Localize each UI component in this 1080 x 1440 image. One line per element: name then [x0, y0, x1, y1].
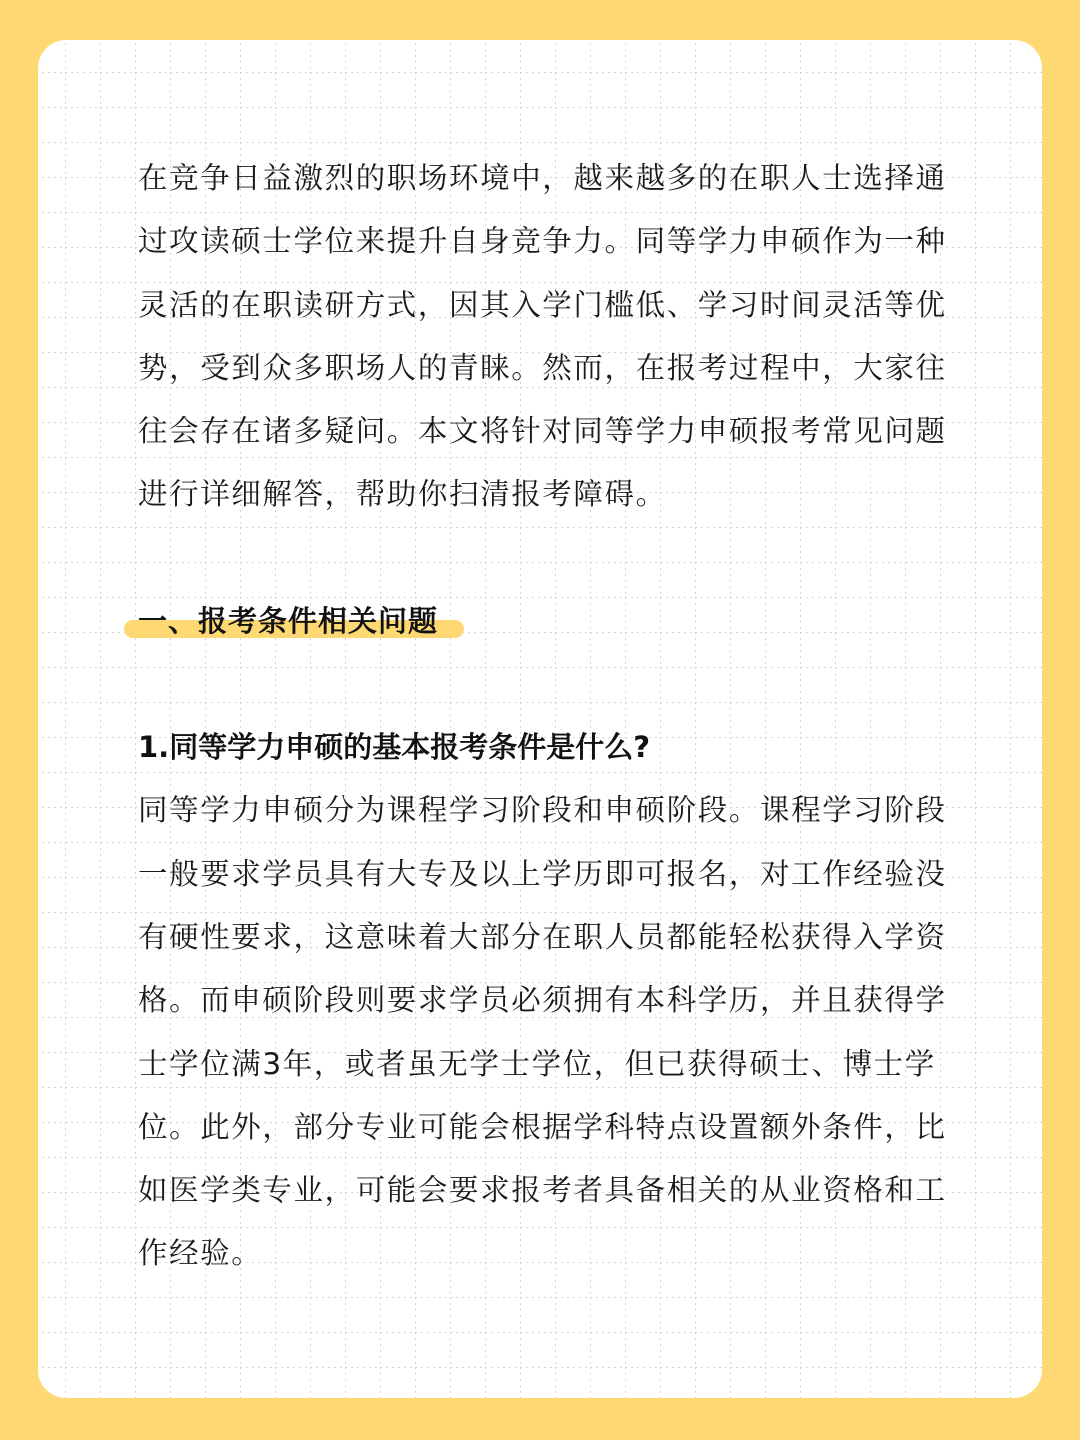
- answer-line: 有硬性要求，这意味着大部分在职人员都能轻松获得入学资: [138, 920, 947, 954]
- intro-line: 进行详细解答，帮助你扫清报考障碍。: [138, 477, 667, 511]
- answer-line: 作经验。: [138, 1236, 263, 1270]
- question-title: 1.同等学力申硕的基本报考条件是什么?: [138, 730, 651, 764]
- answer-line: 如医学类专业，可能会要求报考者具备相关的从业资格和工: [138, 1173, 947, 1207]
- answer-line: 士学位满3年，或者虽无学士学位，但已获得硕士、博士学: [138, 1047, 936, 1081]
- answer-line: 位。此外，部分专业可能会根据学科特点设置额外条件，比: [138, 1110, 947, 1144]
- intro-line: 灵活的在职读研方式，因其入学门槛低、学习时间灵活等优: [138, 288, 947, 322]
- section-heading: 一、报考条件相关问题: [138, 604, 439, 638]
- answer-line: 格。而申硕阶段则要求学员必须拥有本科学历，并且获得学: [138, 983, 947, 1017]
- answer-line: 同等学力申硕分为课程学习阶段和申硕阶段。课程学习阶段: [138, 793, 947, 827]
- intro-line: 往会存在诸多疑问。本文将针对同等学力申硕报考常见问题: [138, 414, 947, 448]
- answer-line: 一般要求学员具有大专及以上学历即可报名，对工作经验没: [138, 857, 947, 891]
- intro-line: 势，受到众多职场人的青睐。然而，在报考过程中，大家往: [138, 351, 947, 385]
- intro-line: 过攻读硕士学位来提升自身竞争力。同等学力申硕作为一种: [138, 224, 947, 258]
- intro-line: 在竞争日益激烈的职场环境中，越来越多的在职人士选择通: [138, 161, 947, 195]
- content-card: [38, 40, 1042, 1398]
